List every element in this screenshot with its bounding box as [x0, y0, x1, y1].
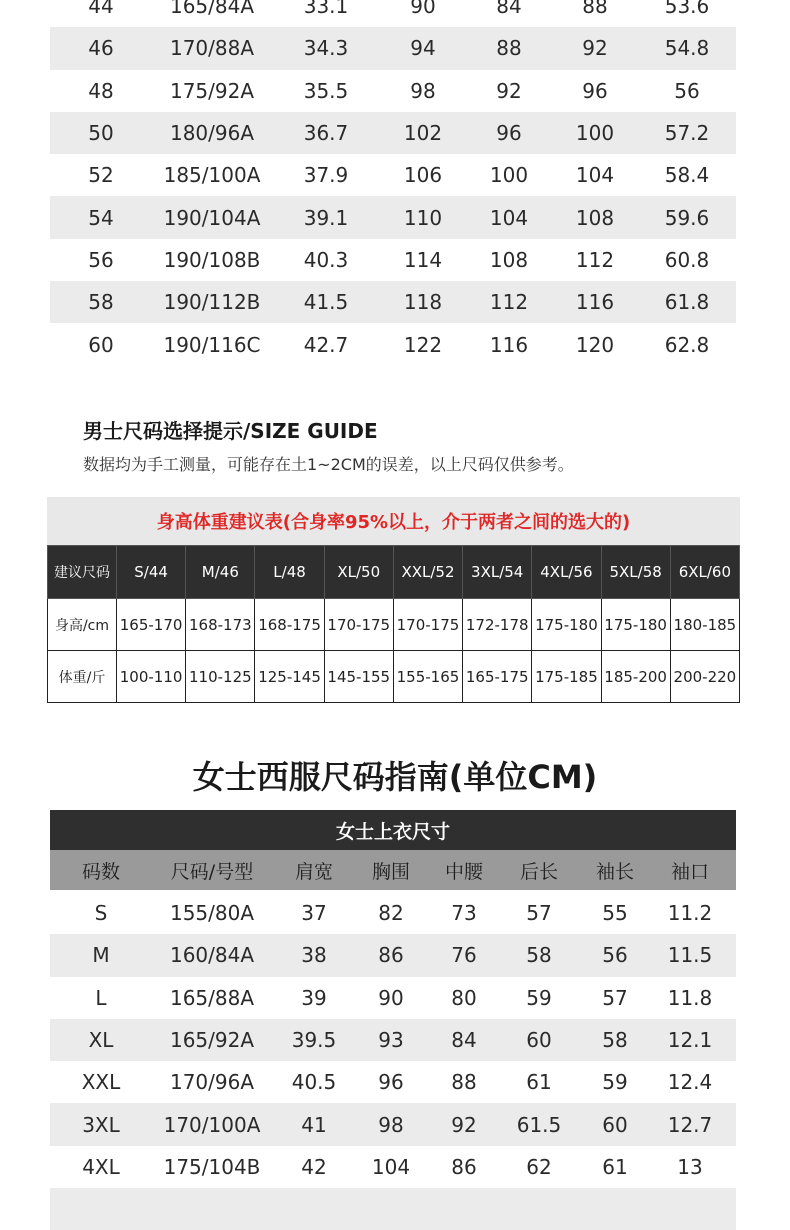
header-cell: XL/50	[324, 546, 393, 599]
cell: XL	[88, 1028, 114, 1053]
cell: 180/96A	[169, 121, 255, 146]
cell: 61	[526, 1070, 552, 1095]
cell: 40.5	[291, 1070, 337, 1095]
cell: 106	[403, 163, 443, 188]
cell: 88	[451, 1070, 477, 1095]
cell: 175/92A	[169, 78, 255, 103]
cell: 165/92A	[169, 1028, 255, 1053]
cell: 94	[410, 36, 436, 61]
recommendation-table	[47, 497, 740, 703]
cell: 175-180	[601, 599, 670, 651]
cell: 110-125	[186, 651, 255, 703]
cell: 165/88A	[169, 985, 255, 1010]
cell: 60	[88, 332, 114, 357]
cell: 98	[410, 78, 436, 103]
women-size-table	[50, 892, 736, 1230]
table-row	[50, 154, 736, 196]
table-row	[50, 239, 736, 281]
size-guide-title	[83, 415, 378, 444]
table-row	[48, 599, 740, 651]
table-row	[50, 977, 736, 1019]
cell: 11.8	[667, 985, 713, 1010]
cell: 3XL	[82, 1112, 120, 1137]
table-row	[50, 196, 736, 238]
cell: 170/100A	[163, 1112, 261, 1137]
guide-title-en: /SIZE GUIDE	[243, 419, 378, 443]
cell: L	[95, 985, 107, 1010]
cell: 56	[674, 78, 700, 103]
cell: 172-178	[463, 599, 532, 651]
cell: 170-175	[324, 599, 393, 651]
recommendation-heading: 身高体重建议表(合身率95%以上，介于两者之间的选大的)	[47, 497, 740, 545]
cell: 100	[575, 121, 615, 146]
header-cell: S/44	[117, 546, 186, 599]
cell: 57	[526, 901, 552, 926]
cell: 12.4	[667, 1070, 713, 1095]
cell: 88	[496, 36, 522, 61]
cell: 58	[88, 290, 114, 315]
table-row	[50, 70, 736, 112]
cell: 48	[88, 78, 114, 103]
guide-note: 数据均为手工测量，可能存在土1~2CM的误差，以上尺码仅供参考。	[83, 455, 574, 474]
header-cell: 袖口	[670, 860, 709, 883]
cell: 56	[602, 943, 628, 968]
cell: 104	[371, 1154, 411, 1179]
cell: 84	[496, 0, 522, 19]
men-size-table	[50, 0, 736, 366]
cell: S	[94, 901, 108, 926]
cell: 58.4	[664, 163, 710, 188]
header-cell: M/46	[186, 546, 255, 599]
cell: 118	[403, 290, 443, 315]
cell: 82	[378, 901, 404, 926]
cell: 190/104A	[163, 205, 261, 230]
cell: 125-145	[255, 651, 324, 703]
cell: 170-175	[393, 599, 462, 651]
cell: 55	[602, 901, 628, 926]
cell: 145-155	[324, 651, 393, 703]
cell: 54	[88, 205, 114, 230]
cell: 57	[602, 985, 628, 1010]
header-cell: XXL/52	[393, 546, 462, 599]
cell: 61.5	[516, 1112, 562, 1137]
cell: 155-165	[393, 651, 462, 703]
cell: 60	[526, 1028, 552, 1053]
header-cell: 码数	[81, 860, 120, 883]
cell: 61	[602, 1154, 628, 1179]
table-row	[48, 651, 740, 703]
cell: 175-185	[532, 651, 601, 703]
cell: 170/88A	[169, 36, 255, 61]
header-cell: 4XL/56	[532, 546, 601, 599]
cell: 80	[451, 985, 477, 1010]
cell: 175/104B	[163, 1154, 261, 1179]
cell: 33.1	[303, 0, 349, 19]
cell: 61.8	[664, 290, 710, 315]
cell: 11.5	[667, 943, 713, 968]
cell: 35.5	[303, 78, 349, 103]
cell: 37.9	[303, 163, 349, 188]
cell: 185/100A	[163, 163, 261, 188]
cell: 96	[496, 121, 522, 146]
cell: 190/112B	[163, 290, 261, 315]
cell: 62.8	[664, 332, 710, 357]
cell: 93	[378, 1028, 404, 1053]
cell: XXL	[81, 1070, 121, 1095]
cell: 168-175	[255, 599, 324, 651]
cell: 37	[301, 901, 327, 926]
cell: 90	[378, 985, 404, 1010]
cell: 34.3	[303, 36, 349, 61]
header-cell: 6XL/60	[670, 546, 739, 599]
cell: 155/80A	[169, 901, 255, 926]
cell: 38	[301, 943, 327, 968]
header-cell: 建议尺码	[48, 546, 117, 599]
cell: 12.1	[667, 1028, 713, 1053]
row-label: 体重/斤	[48, 651, 117, 703]
cell: 53.6	[664, 0, 710, 19]
cell: 11.2	[667, 901, 713, 926]
cell: 100-110	[117, 651, 186, 703]
cell: 39.5	[291, 1028, 337, 1053]
cell: 185-200	[601, 651, 670, 703]
cell: 12.7	[667, 1112, 713, 1137]
cell: 36.7	[303, 121, 349, 146]
cell: M	[92, 943, 110, 968]
cell: 73	[451, 901, 477, 926]
header-cell: 尺码/号型	[170, 860, 254, 883]
cell: 84	[451, 1028, 477, 1053]
cell: 120	[575, 332, 615, 357]
cell: 92	[582, 36, 608, 61]
header-cell: 中腰	[444, 860, 483, 883]
header-cell: 后长	[519, 860, 558, 883]
cell: 50	[88, 121, 114, 146]
cell: 116	[575, 290, 615, 315]
table-row	[50, 27, 736, 69]
table-row-cropped	[50, 1188, 736, 1230]
header-cell: L/48	[255, 546, 324, 599]
cell: 175-180	[532, 599, 601, 651]
table-row	[50, 1103, 736, 1145]
table-row	[50, 1146, 736, 1188]
cell: 88	[582, 0, 608, 19]
cell: 200-220	[670, 651, 739, 703]
cell: 92	[496, 78, 522, 103]
cell: 58	[526, 943, 552, 968]
cell: 110	[403, 205, 443, 230]
cell: 52	[88, 163, 114, 188]
header-cell: 5XL/58	[601, 546, 670, 599]
cell: 116	[489, 332, 529, 357]
guide-title-cn: 男士尺码选择提示	[83, 419, 243, 443]
cell: 90	[410, 0, 436, 19]
cell: 92	[451, 1112, 477, 1137]
table-row	[50, 1061, 736, 1103]
table-row	[50, 0, 736, 27]
recommendation-header-row	[48, 546, 740, 599]
cell: 86	[451, 1154, 477, 1179]
women-section-title: 女士西服尺码指南(单位CM)	[192, 758, 598, 796]
table-row	[50, 281, 736, 323]
cell: 96	[582, 78, 608, 103]
cell: 100	[489, 163, 529, 188]
header-cell: 3XL/54	[463, 546, 532, 599]
row-label: 身高/cm	[48, 599, 117, 651]
table-row	[50, 112, 736, 154]
cell: 59	[526, 985, 552, 1010]
cell: 98	[378, 1112, 404, 1137]
cell: 40.3	[303, 247, 349, 272]
cell: 41	[301, 1112, 327, 1137]
cell: 112	[489, 290, 529, 315]
cell: 108	[489, 247, 529, 272]
women-table-bar: 女士上衣尺寸	[50, 810, 736, 850]
cell: 39.1	[303, 205, 349, 230]
cell: 46	[88, 36, 114, 61]
cell: 56	[88, 247, 114, 272]
cell: 86	[378, 943, 404, 968]
header-cell: 袖长	[595, 860, 634, 883]
cell: 104	[489, 205, 529, 230]
table-row	[50, 892, 736, 934]
cell: 122	[403, 332, 443, 357]
cell: 60.8	[664, 247, 710, 272]
header-cell: 胸围	[371, 860, 410, 883]
header-cell: 肩宽	[294, 860, 333, 883]
cell: 112	[575, 247, 615, 272]
cell: 44	[88, 0, 114, 19]
cell: 76	[451, 943, 477, 968]
cell: 58	[602, 1028, 628, 1053]
cell: 13	[677, 1154, 703, 1179]
cell: 190/116C	[163, 332, 261, 357]
cell: 59	[602, 1070, 628, 1095]
cell: 168-173	[186, 599, 255, 651]
cell: 102	[403, 121, 443, 146]
cell: 42	[301, 1154, 327, 1179]
cell: 170/96A	[169, 1070, 255, 1095]
table-row	[50, 323, 736, 365]
cell: 54.8	[664, 36, 710, 61]
cell: 60	[602, 1112, 628, 1137]
cell: 42.7	[303, 332, 349, 357]
cell: 41.5	[303, 290, 349, 315]
cell: 190/108B	[163, 247, 261, 272]
cell: 59.6	[664, 205, 710, 230]
cell: 96	[378, 1070, 404, 1095]
cell: 165/84A	[169, 0, 255, 19]
cell: 57.2	[664, 121, 710, 146]
cell: 62	[526, 1154, 552, 1179]
cell: 39	[301, 985, 327, 1010]
table-row	[50, 934, 736, 976]
cell: 114	[403, 247, 443, 272]
women-header-row	[50, 850, 736, 890]
cell: 180-185	[670, 599, 739, 651]
cell: 165-170	[117, 599, 186, 651]
cell: 104	[575, 163, 615, 188]
table-row	[50, 1019, 736, 1061]
cell: 4XL	[82, 1154, 120, 1179]
cell: 108	[575, 205, 615, 230]
cell: 165-175	[463, 651, 532, 703]
cell: 160/84A	[169, 943, 255, 968]
